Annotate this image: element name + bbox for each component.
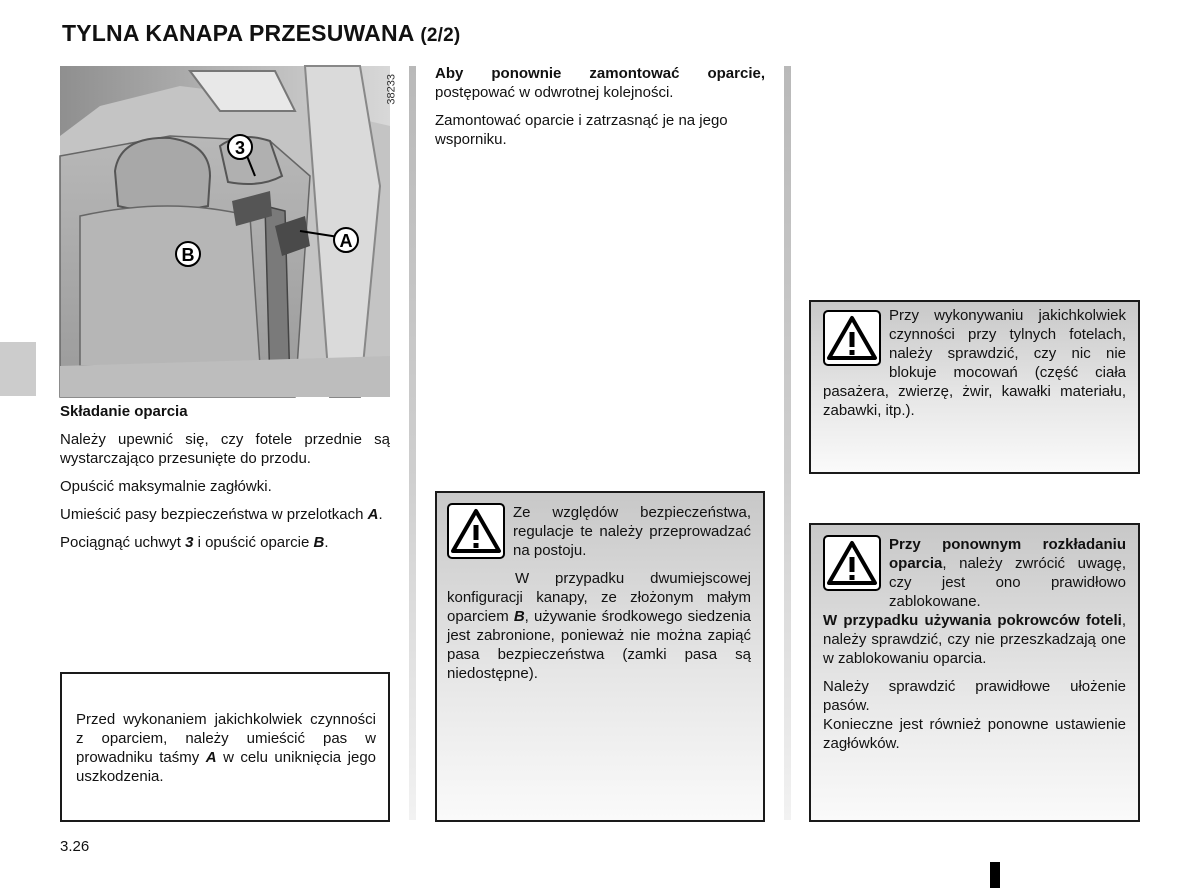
rear-seat-drawing xyxy=(60,66,390,397)
text-run: , używanie środkowego siedzenia jest zabronione, ponieważ nie można zapiąć pasa bezpieczeństwa (zamki pasa są niedostępne). xyxy=(447,608,752,682)
warning-paragraph: Należy sprawdzić prawidłowe ułożenie pasów. xyxy=(823,678,1126,714)
page-title-text: TYLNA KANAPA PRZESUWANA xyxy=(62,20,414,46)
emphasis: B xyxy=(313,534,325,551)
warning-triangle-icon xyxy=(823,535,881,591)
text-run: , należy zwrócić uwagę, czy jest ono prawidłowo zablokowane. xyxy=(889,555,1126,610)
text-run: . xyxy=(324,534,329,551)
rear-seat-illustration xyxy=(60,66,398,397)
text-run: Pociągnąć uchwyt xyxy=(60,534,186,551)
warning-paragraph: Ze względów bezpieczeństwa, regulacje te należy przeprowadzać na postoju. xyxy=(513,504,751,559)
bold-run: Przy ponownym rozkładaniu oparcia xyxy=(889,536,1126,572)
text-run: Umieścić pasy bezpieczeństwa w przelotkach xyxy=(60,506,368,523)
callout-b-label: B xyxy=(181,245,195,265)
warning-paragraph: Konieczne jest również ponowne ustawienie zagłówków. xyxy=(823,716,1126,752)
note-text xyxy=(76,710,376,786)
bold-run: Aby ponownie zamontować oparcie, xyxy=(435,65,765,82)
paragraph: Należy upewnić się, czy fotele przednie są wystarczająco przesunięte do przodu. xyxy=(60,431,390,467)
text-run: Przed wykonaniem jakichkolwiek czynności z oparciem, należy umieścić pas w prowadniku taśmy xyxy=(76,711,376,766)
text-run: postępować w odwrotnej kolejności. xyxy=(435,84,674,101)
warning-triangle-icon xyxy=(447,503,505,559)
chapter-tab xyxy=(0,342,36,396)
paragraph xyxy=(60,505,390,524)
warning-box-unfolding xyxy=(809,523,1140,822)
warning-box-mountings xyxy=(809,300,1140,474)
page-corner-mark xyxy=(990,862,1000,888)
page-title xyxy=(62,20,460,47)
text-run: w celu uniknięcia jego uszkodzenia. xyxy=(76,749,376,785)
warning-box-safety xyxy=(435,491,765,822)
column-2-text xyxy=(435,64,765,158)
page-number: 3.26 xyxy=(60,838,90,855)
page-title-suffix: (2/2) xyxy=(420,25,461,46)
paragraph: Zamontować oparcie i zatrzasnąć je na jego wsporniku. xyxy=(435,112,728,148)
column-divider-left xyxy=(409,66,416,820)
paragraph: Opuścić maksymalnie zagłówki. xyxy=(60,478,272,495)
section-heading: Składanie oparcia xyxy=(60,403,188,420)
emphasis: 3 xyxy=(185,534,194,551)
text-run: . xyxy=(378,506,383,523)
figure-number: 38233 xyxy=(386,74,398,105)
emphasis: A xyxy=(367,506,379,523)
text-run: i opuścić oparcie xyxy=(193,534,314,551)
warning-paragraph xyxy=(447,569,751,683)
emphasis: A xyxy=(205,749,217,766)
note-box xyxy=(60,672,390,822)
emphasis: B xyxy=(513,608,525,625)
paragraph xyxy=(60,533,390,552)
warning-triangle-icon xyxy=(823,310,881,366)
callout-a-label: A xyxy=(339,231,353,251)
text-run: W przypadku dwumiejscowej konfiguracji kanapy, ze złożonym małym oparciem xyxy=(447,570,751,625)
warning-text: Przy wykonywaniu jakichkolwiek czynności przy tylnych fotelach, należy sprawdzić, czy nic nie blokuje mocowań (część ciała pasażera, zwierzę, żwir, kawałki materiału, zabawki, itp.). xyxy=(823,307,1126,419)
paragraph xyxy=(435,64,765,102)
column-1-text xyxy=(60,402,390,561)
callout-3-label: 3 xyxy=(234,138,246,158)
text-run: , należy sprawdzić, czy nie przeszkadzają one w zablokowaniu oparcia. xyxy=(823,612,1126,667)
bold-run: W przypadku używania pokrowców foteli xyxy=(823,612,1122,629)
column-divider-right xyxy=(784,66,791,820)
